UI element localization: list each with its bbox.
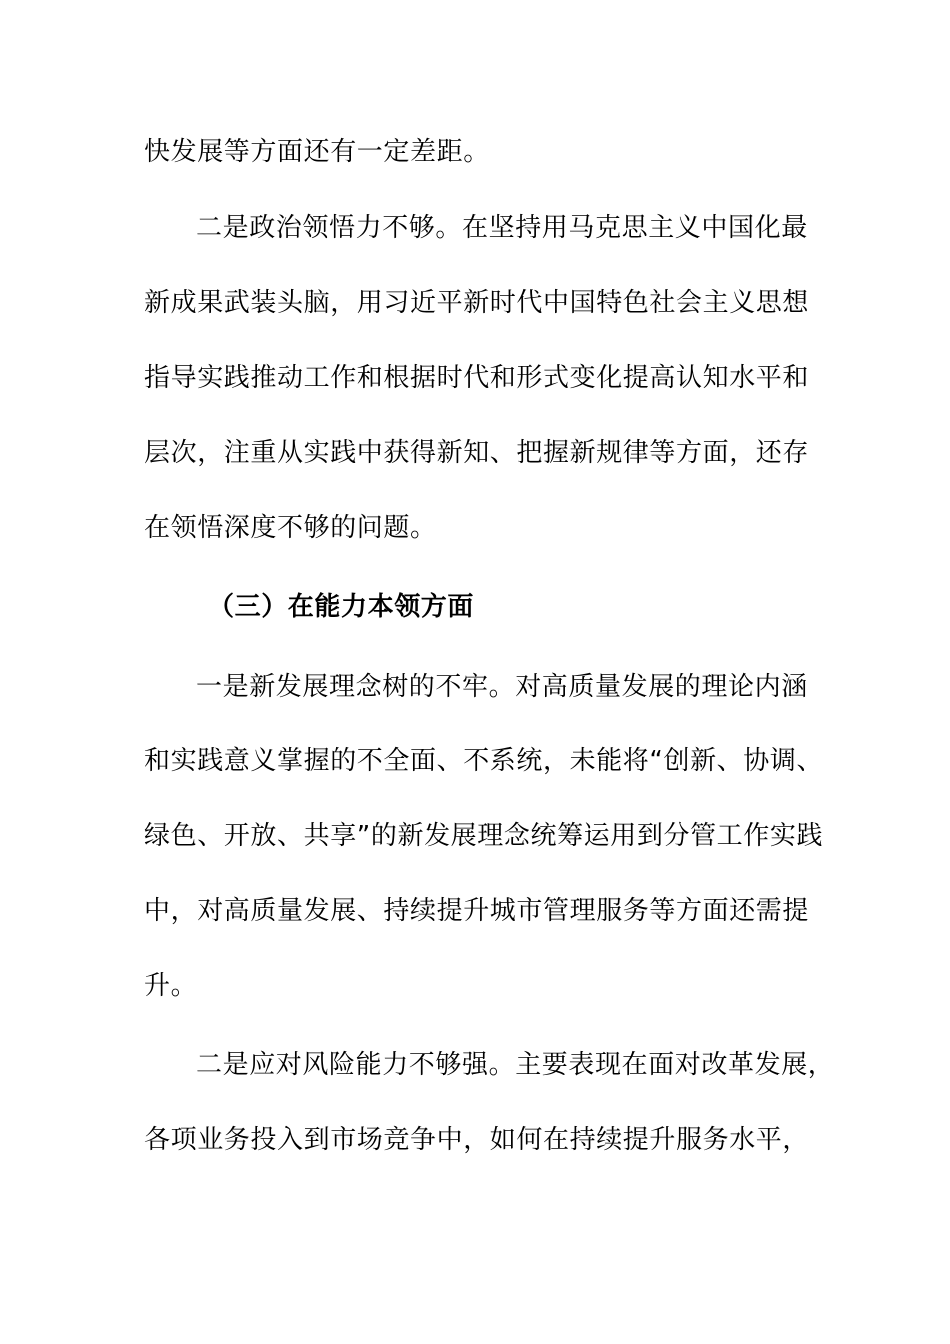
paragraph-line: 在领悟深度不够的问题。 — [144, 513, 437, 543]
paragraph-line: 二是应对风险能力不够强。主要表现在面对改革发展， — [196, 1050, 835, 1080]
paragraph-line: 一是新发展理念树的不牢。对高质量发展的理论内涵 — [196, 672, 808, 702]
section-heading: （三）在能力本领方面 — [208, 592, 475, 622]
paragraph-line: 绿色、开放、共享”的新发展理念统筹运用到分管工作实践 — [144, 821, 824, 851]
paragraph-line: 中，对高质量发展、持续提升城市管理服务等方面还需提 — [144, 896, 810, 926]
paragraph-line: 新成果武装头脑，用习近平新时代中国特色社会主义思想 — [144, 288, 810, 318]
paragraph-line: 各项业务投入到市场竞争中，如何在持续提升服务水平， — [144, 1125, 810, 1155]
paragraph-line: 升。 — [144, 971, 198, 1001]
paragraph-line: 和实践意义掌握的不全面、不系统，未能将“创新、协调、 — [144, 746, 824, 776]
paragraph-line: 二是政治领悟力不够。在坚持用马克思主义中国化最 — [196, 213, 808, 243]
paragraph-line: 快发展等方面还有一定差距。 — [144, 137, 490, 167]
paragraph-line: 层次，注重从实践中获得新知、把握新规律等方面，还存 — [144, 438, 810, 468]
paragraph-line: 指导实践推动工作和根据时代和形式变化提高认知水平和 — [144, 363, 810, 393]
